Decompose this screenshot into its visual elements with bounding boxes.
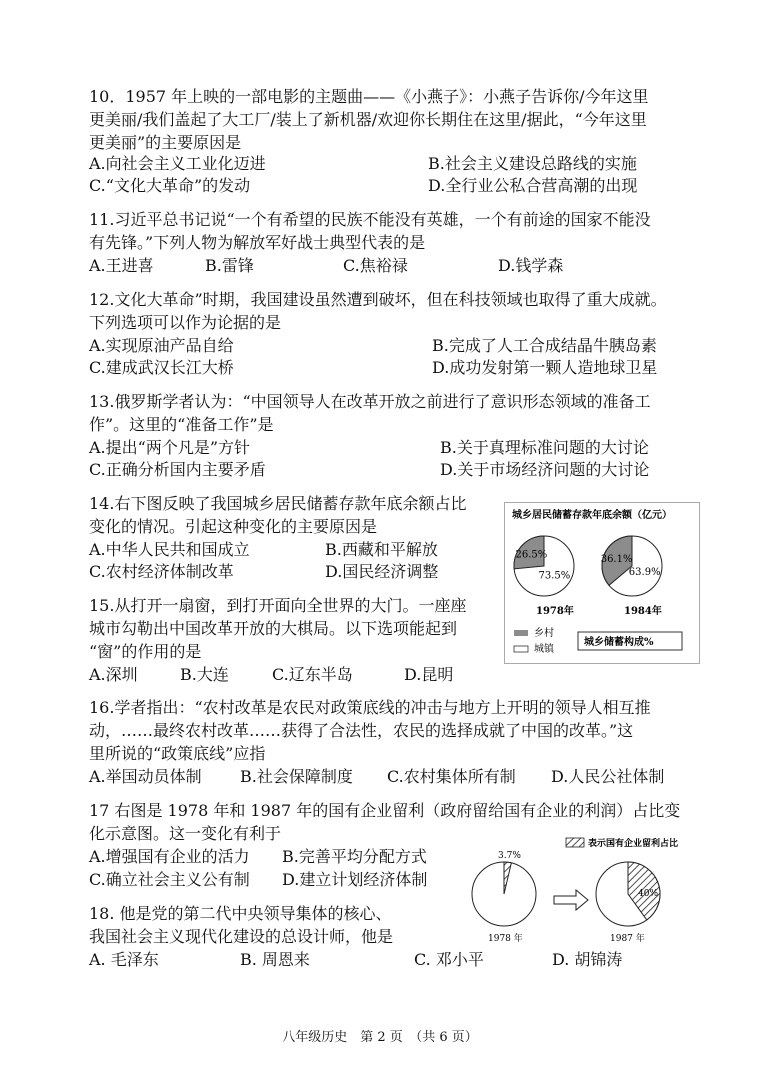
right-arrow-icon [554,890,588,910]
q13-line-2: 作”。这里的“准备工作”是 [89,415,274,434]
q11-option-a: A.王进喜 [89,256,154,275]
profit-legend-label: 表示国有企业留利占比 [588,839,679,849]
q14-option-d: D.国民经济调整 [325,562,439,581]
q10-option-a: A.向社会主义工业化迈进 [89,154,266,173]
pie-1978-profit [472,851,536,926]
q11-option-b: B.雷锋 [205,256,254,275]
q12-option-d: D.成功发射第一颗人造地球卫星 [432,358,658,377]
savings-chart-caption: 城乡储蓄构成% [584,637,654,648]
slice-retained-profit-label: 3.7% [498,851,521,861]
q17-option-d: D.建立计划经济体制 [282,870,428,889]
retained-profit-pie-chart [466,832,716,948]
q14-line-2: 变化的情况。引起这种变化的主要原因是 [89,517,378,536]
q14-option-c: C.农村经济体制改革 [89,562,234,581]
q16-line-3: 里所说的“政策底线”应指 [89,744,266,763]
slice-urban-label: 73.5% [538,570,571,582]
page-footer: 八年级历史 第 2 页 （共 6 页） [282,1030,478,1045]
q12-option-b: B.完成了人工合成结晶牛胰岛素 [432,336,657,355]
q13-line-1: 13.俄罗斯学者认为：“中国领导人在改革开放之前进行了意识形态领域的准备工 [89,392,651,411]
pie-1978 [514,536,574,596]
pie-1978-year: 1978年 [536,606,574,617]
q10-line-2: 更美丽/我们盖起了大工厂/装上了新机器/欢迎你长期住在这里/据此，“今年这里 [89,110,647,129]
pie-1984-year: 1984年 [624,606,662,617]
q18-line-2: 我国社会主义现代化建设的总设计师，他是 [89,927,394,946]
q10-option-b: B.社会主义建设总路线的实施 [428,154,637,173]
q15-line-2: 城市勾勒出中国改革开放的大棋局。以下选项能起到 [89,619,458,638]
q16-option-c: C.农村集体所有制 [387,767,516,786]
q18-option-c: C. 邓小平 [414,950,484,969]
q17-line-2: 化示意图。这一变化有利于 [89,824,282,843]
q12-line-2: 下列选项可以作为论据的是 [89,313,282,332]
slice-rural-label: 36.1% [600,553,633,565]
q10-option-c: C.“文化大革命”的发动 [89,176,251,195]
q16-line-1: 16.学者指出：“农村改革是农民对政策底线的冲击与地方上开明的领导人相互推 [89,698,651,717]
q15-option-b: B.大连 [180,665,229,684]
q12-line-1: 12.文化大革命”时期，我国建设虽然遭到破坏，但在科技领域也取得了重大成就。 [89,290,667,309]
q15-option-a: A.深圳 [89,665,138,684]
pie-1978-profit-year: 1978 年 [488,934,523,944]
q11-line-2: 有先锋。”下列人物为解放军好战士典型代表的是 [89,233,426,252]
q16-option-d: D.人民公社体制 [551,767,665,786]
q18-line-1: 18. 他是党的第二代中央领导集体的核心、 [89,904,392,923]
pie-1987-profit [596,862,660,926]
q11-option-d: D.钱学森 [498,256,564,275]
legend-urban-swatch [514,646,528,652]
q17-option-c: C.确立社会主义公有制 [89,870,250,889]
q14-option-b: B.西藏和平解放 [325,540,438,559]
q14-line-1: 14.右下图反映了我国城乡居民储蓄存款年底余额占比 [89,494,467,513]
q16-option-b: B.社会保障制度 [240,767,353,786]
q17-option-b: B.完善平均分配方式 [282,847,427,866]
q15-option-c: C.辽东半岛 [272,665,353,684]
q17-option-a: A.增强国有企业的活力 [89,847,250,866]
q12-option-c: C.建成武汉长江大桥 [89,358,234,377]
q13-option-b: B.关于真理标准问题的大讨论 [440,438,649,457]
q13-option-a: A.提出“两个凡是”方针 [89,438,251,457]
q12-option-a: A.实现原油产品自给 [89,336,234,355]
q16-option-a: A.举国动员体制 [89,767,202,786]
legend-rural-swatch [514,630,528,636]
q16-line-2: 动，……最终农村改革……获得了合法性，农民的选择成就了中国的改革。”这 [89,721,634,740]
savings-chart-title: 城乡居民储蓄存款年底余额（亿元） [512,510,672,521]
q14-option-a: A.中华人民共和国成立 [89,540,250,559]
q17-line-1: 17 右图是 1978 年和 1987 年的国有企业留利（政府留给国有企业的利润）占比变 [89,801,681,820]
q11-option-c: C.焦裕禄 [343,256,408,275]
q10-line-1: 10．1957 年上映的一部电影的主题曲——《小燕子》：小燕子告诉你/今年这里 [89,87,649,106]
pie-1984 [601,536,662,596]
legend-urban-label: 城镇 [534,644,554,655]
q18-option-b: B. 周恩来 [240,950,310,969]
pie-1987-profit-year: 1987 年 [610,934,645,944]
q15-option-d: D.昆明 [404,665,454,684]
savings-pie-chart [504,502,700,664]
q15-line-1: 15.从打开一扇窗，到打开面向全世界的大门。一座座 [89,596,467,615]
q18-option-d: D. 胡锦涛 [552,950,623,969]
slice-retained-profit-label: 40% [638,889,659,899]
q15-line-3: “窗”的作用的是 [89,642,202,661]
q13-option-c: C.正确分析国内主要矛盾 [89,460,266,479]
legend-hatch-swatch [566,838,584,847]
legend-rural-label: 乡村 [534,628,554,639]
q18-option-a: A. 毛泽东 [89,950,159,969]
slice-rural-label: 26.5% [515,549,548,561]
q13-option-d: D.关于市场经济问题的大讨论 [440,460,650,479]
q11-line-1: 11.习近平总书记说“一个有希望的民族不能没有英雄，一个有前途的国家不能没 [89,210,651,229]
q10-option-d: D.全行业公私合营高潮的出现 [428,176,638,195]
slice-urban-label: 63.9% [628,566,661,578]
q10-line-3: 更美丽”的主要原因是 [89,133,242,152]
